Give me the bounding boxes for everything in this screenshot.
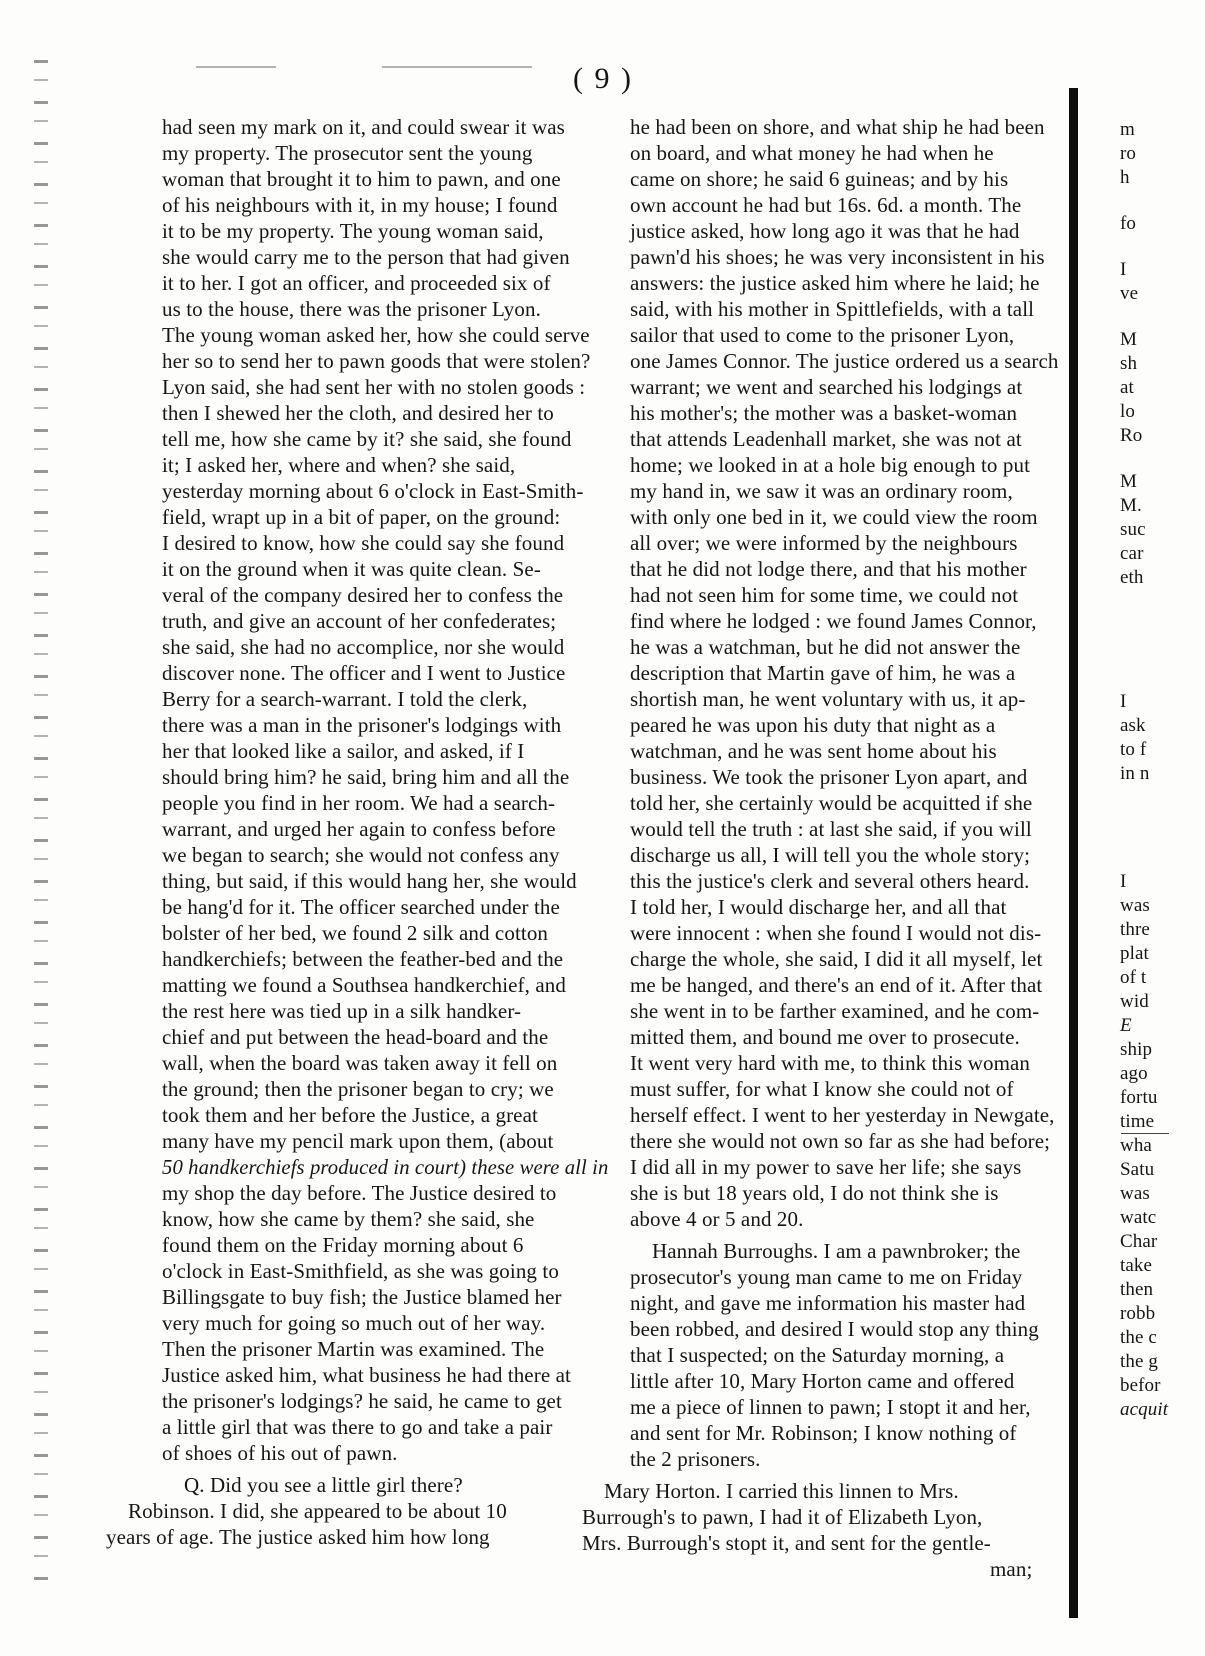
- text-line: that I suspected; on the Saturday morning, a: [630, 1343, 1005, 1367]
- text-fragment: Char: [1120, 1231, 1158, 1252]
- text-line: I did all in my power to save her life; she says: [630, 1155, 1022, 1179]
- text-line: chief and put between the head-board and the: [162, 1025, 549, 1049]
- text-line: be hang'd for it. The officer searched under the: [162, 895, 560, 919]
- text-fragment: plat: [1120, 943, 1149, 964]
- text-fragment: the g: [1120, 1351, 1158, 1372]
- text-fragment: fortu: [1120, 1087, 1158, 1108]
- text-line: of his neighbours with it, in my house; I found: [162, 193, 558, 217]
- text-line: field, wrapt up in a bit of paper, on the ground:: [162, 505, 561, 529]
- text-line: above 4 or 5 and 20.: [630, 1207, 804, 1231]
- text-line: sailor that used to come to the prisoner Lyon,: [630, 323, 1015, 347]
- text-fragment: E: [1120, 1015, 1132, 1036]
- text-fragment: robb: [1120, 1303, 1156, 1324]
- text-line: me be hanged, and there's an end of it. After that: [630, 973, 1043, 997]
- text-line: pawn'd his shoes; he was very inconsistent in his: [630, 245, 1045, 269]
- text-line: description that Martin gave of him, he was a: [630, 661, 1016, 685]
- text-line: me a piece of linnen to pawn; I stopt it and her,: [630, 1395, 1031, 1419]
- text-line: justice asked, how long ago it was that he had: [630, 219, 1020, 243]
- text-line: told her, she certainly would be acquitted if she: [630, 791, 1033, 815]
- text-line: that he did not lodge there, and that his mother: [630, 557, 1027, 581]
- text-fragment: acquit: [1120, 1399, 1169, 1420]
- text-line: discharge us all, I will tell you the whole story;: [630, 843, 1031, 867]
- text-fragment: was: [1120, 895, 1150, 916]
- text-line: discover none. The officer and I went to Justice: [162, 661, 566, 685]
- text-fragment: the c: [1120, 1327, 1157, 1348]
- text-line: tell me, how she came by it? she said, she found: [162, 427, 572, 451]
- text-line: he had been on shore, and what ship he had been: [630, 115, 1045, 139]
- text-line: people you find in her room. We had a search-: [162, 791, 556, 815]
- text-line: home; we looked in at a hole big enough to put: [630, 453, 1031, 477]
- text-line: warrant, and urged her again to confess before: [162, 817, 556, 841]
- text-line: wall, when the board was taken away it fell on: [162, 1051, 558, 1075]
- text-line: with only one bed in it, we could view the room: [630, 505, 1038, 529]
- text-fragment: ago: [1120, 1063, 1148, 1084]
- text-line: veral of the company desired her to confess the: [162, 583, 564, 607]
- text-fragment: M: [1120, 471, 1137, 492]
- text-fragment: was: [1120, 1183, 1150, 1204]
- text-line: matting we found a Southsea handkerchief, and: [162, 973, 566, 997]
- text-line: must suffer, for what I know she could not of: [630, 1077, 1014, 1101]
- text-line: bolster of her bed, we found 2 silk and cotton: [162, 921, 549, 945]
- text-line: should bring him? he said, bring him and all the: [162, 765, 570, 789]
- text-line: Lyon said, she had sent her with no stolen goods :: [162, 375, 586, 399]
- witness-line: Hannah Burroughs. I am a pawnbroker; the: [652, 1239, 1021, 1263]
- text-line: he was a watchman, but he did not answer the: [630, 635, 1021, 659]
- text-line: peared he was upon his duty that night as a: [630, 713, 996, 737]
- text-line: Then the prisoner Martin was examined. The: [162, 1337, 545, 1361]
- text-fragment: car: [1120, 543, 1144, 564]
- text-fragment: ask: [1120, 715, 1146, 736]
- text-line: years of age. The justice asked him how long: [106, 1525, 490, 1549]
- text-line: she went in to be farther examined, and he com-: [630, 999, 1040, 1023]
- text-fragment: ve: [1120, 283, 1139, 304]
- text-fragment: Ro: [1120, 425, 1143, 446]
- text-line: a little girl that was there to go and take a pair: [162, 1415, 553, 1439]
- text-fragment: h: [1120, 167, 1130, 188]
- text-line: it to her. I got an officer, and proceeded six of: [162, 271, 551, 295]
- text-line: business. We took the prisoner Lyon apart, and: [630, 765, 1028, 789]
- text-line: watchman, and he was sent home about his: [630, 739, 997, 763]
- text-line: this the justice's clerk and several others heard.: [630, 869, 1030, 893]
- text-line: my shop the day before. The Justice desired to: [162, 1181, 557, 1205]
- text-fragment: I: [1120, 259, 1127, 280]
- text-line: it to be my property. The young woman said,: [162, 219, 544, 243]
- text-line: Burrough's to pawn, I had it of Elizabeth Lyon,: [582, 1505, 983, 1529]
- text-line: o'clock in East-Smithfield, as she was going to: [162, 1259, 559, 1283]
- text-line: us to the house, there was the prisoner Lyon.: [162, 297, 541, 321]
- text-line: there was a man in the prisoner's lodgings with: [162, 713, 562, 737]
- text-line: herself effect. I went to her yesterday in Newgate,: [630, 1103, 1055, 1127]
- text-fragment: watc: [1120, 1207, 1157, 1228]
- text-line: her so to send her to pawn goods that were stolen?: [162, 349, 591, 373]
- page-number: ( 9 ): [573, 62, 633, 95]
- text-fragment: M: [1120, 329, 1137, 350]
- text-line: know, how she came by them? she said, she: [162, 1207, 535, 1231]
- text-line: of shoes of his out of pawn.: [162, 1441, 398, 1465]
- text-line: It went very hard with me, to think this woman: [630, 1051, 1031, 1075]
- text-fragment: to f: [1120, 739, 1147, 760]
- text-fragment: wid: [1120, 991, 1149, 1012]
- text-fragment: of t: [1120, 967, 1147, 988]
- text-line: warrant; we went and searched his lodgings at: [630, 375, 1023, 399]
- text-line: took them and her before the Justice, a great: [162, 1103, 538, 1127]
- text-line: on board, and what money he had when he: [630, 141, 994, 165]
- text-line: she would carry me to the person that had given: [162, 245, 570, 269]
- text-line: the prisoner's lodgings? he said, he came to get: [162, 1389, 562, 1413]
- top-edge-mark: [196, 66, 276, 68]
- text-fragment: eth: [1120, 567, 1144, 588]
- text-fragment: M.: [1120, 495, 1142, 516]
- text-line: we began to search; she would not confess any: [162, 843, 560, 867]
- text-fragment: I: [1120, 691, 1127, 712]
- text-fragment: then: [1120, 1279, 1154, 1300]
- text-fragment: time: [1120, 1111, 1155, 1132]
- text-line: Mrs. Burrough's stopt it, and sent for the gentle-: [582, 1531, 991, 1555]
- text-line: the ground; then the prisoner began to cry; we: [162, 1077, 554, 1101]
- text-line: very much for going so much out of her way.: [162, 1311, 546, 1335]
- text-line: said, with his mother in Spittlefields, with a tall: [630, 297, 1035, 321]
- text-fragment: take: [1120, 1255, 1153, 1276]
- section-rule: [1121, 1133, 1169, 1134]
- text-line: Berry for a search-warrant. I told the clerk,: [162, 687, 528, 711]
- text-fragment: lo: [1120, 401, 1135, 422]
- text-fragment: thre: [1120, 919, 1150, 940]
- text-line: all over; we were informed by the neighbours: [630, 531, 1018, 555]
- text-fragment: ship: [1120, 1039, 1153, 1060]
- text-fragment: wha: [1120, 1135, 1152, 1156]
- text-line: 50 handkerchiefs produced in court) these were all in: [162, 1155, 609, 1179]
- text-line: night, and gave me information his master had: [630, 1291, 1026, 1315]
- text-line: his mother's; the mother was a basket-woman: [630, 401, 1018, 425]
- text-fragment: m: [1120, 119, 1135, 140]
- text-line: she said, she had no accomplice, nor she would: [162, 635, 565, 659]
- text-line: own account he had but 16s. 6d. a month. The: [630, 193, 1022, 217]
- text-line: that attends Leadenhall market, she was not at: [630, 427, 1022, 451]
- text-fragment: ro: [1120, 143, 1137, 164]
- witness-line: Mary Horton. I carried this linnen to Mrs.: [604, 1479, 959, 1503]
- text-line: truth, and give an account of her confederates;: [162, 609, 557, 633]
- text-line: The young woman asked her, how she could serve: [162, 323, 590, 347]
- text-line: then I shewed her the cloth, and desired her to: [162, 401, 554, 425]
- text-line: were innocent : when she found I would not dis-: [630, 921, 1042, 945]
- text-line: had not seen him for some time, we could not: [630, 583, 1019, 607]
- text-line: my hand in, we saw it was an ordinary room,: [630, 479, 1013, 503]
- text-line: shortish man, he went voluntary with us, it ap-: [630, 687, 1026, 711]
- text-line: her that looked like a sailor, and asked, if I: [162, 739, 525, 763]
- text-line: been robbed, and desired I would stop any thing: [630, 1317, 1039, 1341]
- text-line: came on shore; he said 6 guineas; and by his: [630, 167, 1009, 191]
- text-line: and sent for Mr. Robinson; I know nothing of: [630, 1421, 1017, 1445]
- text-line: little after 10, Mary Horton came and offered: [630, 1369, 1015, 1393]
- text-line: handkerchiefs; between the feather-bed and the: [162, 947, 564, 971]
- text-line: thing, but said, if this would hang her, she would: [162, 869, 577, 893]
- text-line: woman that brought it to him to pawn, and one: [162, 167, 561, 191]
- text-line: Justice asked him, what business he had there at: [162, 1363, 571, 1387]
- text-line: she is but 18 years old, I do not think she is: [630, 1181, 999, 1205]
- text-line: find where he lodged : we found James Connor,: [630, 609, 1037, 633]
- text-line: it; I asked her, where and when? she said,: [162, 453, 516, 477]
- text-fragment: befor: [1120, 1375, 1161, 1396]
- text-fragment: I: [1120, 871, 1127, 892]
- text-line: Billingsgate to buy fish; the Justice blamed her: [162, 1285, 562, 1309]
- column-rule: [1069, 88, 1078, 1618]
- text-line: found them on the Friday morning about 6: [162, 1233, 524, 1257]
- text-fragment: sh: [1120, 353, 1138, 374]
- text-line: yesterday morning about 6 o'clock in East-Smith-: [162, 479, 584, 503]
- text-line: there she would not own so far as she had before;: [630, 1129, 1051, 1153]
- text-line: had seen my mark on it, and could swear it was: [162, 115, 565, 139]
- text-line: one James Connor. The justice ordered us a search: [630, 349, 1059, 373]
- text-fragment: suc: [1120, 519, 1146, 540]
- text-fragment: Satu: [1120, 1159, 1155, 1180]
- text-fragment: at: [1120, 377, 1134, 398]
- text-line: would tell the truth : at last she said, if you will: [630, 817, 1032, 841]
- text-line: it on the ground when it was quite clean. Se-: [162, 557, 541, 581]
- text-line: charge the whole, she said, I did it all myself, let: [630, 947, 1043, 971]
- question-line: Q. Did you see a little girl there?: [184, 1473, 463, 1497]
- text-line: Robinson. I did, she appeared to be about 10: [128, 1499, 507, 1523]
- top-edge-mark: [382, 66, 532, 68]
- text-line: I desired to know, how she could say she found: [162, 531, 565, 555]
- page-gutter-shadow: [34, 60, 48, 1590]
- text-line: the rest here was tied up in a silk handker-: [162, 999, 522, 1023]
- text-line: I told her, I would discharge her, and all that: [630, 895, 1007, 919]
- catchword: man;: [990, 1557, 1033, 1581]
- text-line: my property. The prosecutor sent the young: [162, 141, 533, 165]
- text-line: the 2 prisoners.: [630, 1447, 761, 1471]
- text-line: prosecutor's young man came to me on Friday: [630, 1265, 1023, 1289]
- text-line: mitted them, and bound me over to prosecute.: [630, 1025, 1020, 1049]
- text-fragment: in n: [1120, 763, 1150, 784]
- text-line: many have my pencil mark upon them, (about: [162, 1129, 554, 1153]
- text-line: answers: the justice asked him where he laid; he: [630, 271, 1040, 295]
- text-fragment: fo: [1120, 213, 1137, 234]
